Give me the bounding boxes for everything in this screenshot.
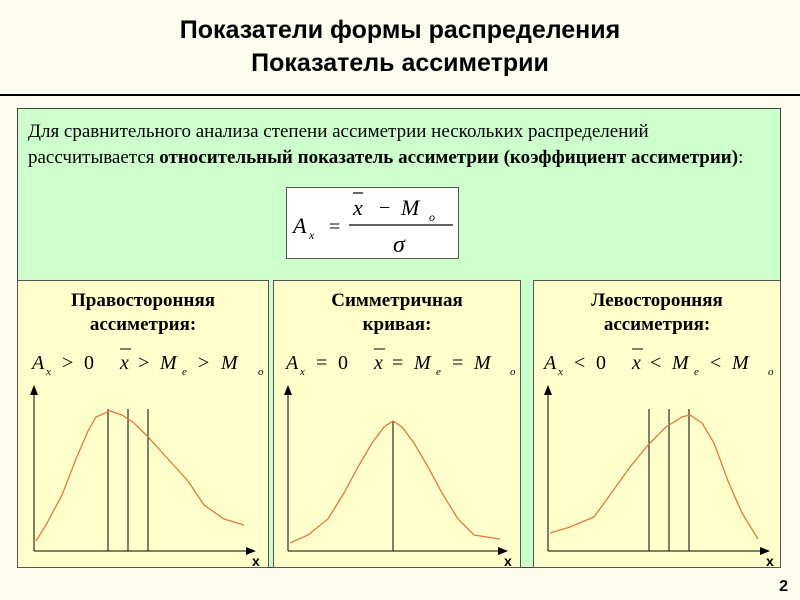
panel-title-line-2: кривая: <box>362 314 432 335</box>
cond-x: x <box>632 352 641 374</box>
panel-title-line-2: ассиметрия: <box>603 314 711 335</box>
formula-minus: − <box>379 197 391 219</box>
cond-me: M <box>414 352 431 374</box>
cond-x: x <box>120 352 129 374</box>
cond-zero: 0 <box>84 352 94 374</box>
cond-zero: 0 <box>338 352 348 374</box>
condition-formula <box>30 349 264 378</box>
formula-num-m-sub: o <box>429 210 435 224</box>
panel-title-line-1: Правосторонняя <box>70 290 215 311</box>
panel-symmetric <box>273 280 521 568</box>
distribution-curve <box>290 421 500 543</box>
panel-chart <box>18 281 270 569</box>
cond-me-sub: e <box>182 366 187 378</box>
panel-title-line-1: Симметричная <box>331 290 463 311</box>
panel-title-line-1: Левосторонняя <box>591 290 723 311</box>
cond-me: M <box>672 352 689 374</box>
x-axis-label: x <box>252 553 260 569</box>
formula-denominator: σ <box>393 232 405 258</box>
cond-rel3: < <box>710 352 722 374</box>
x-axis-label: x <box>766 553 774 569</box>
title-line-1: Показатели формы распределения <box>179 16 621 44</box>
cond-x: x <box>374 352 383 374</box>
intro-text <box>28 119 768 171</box>
cond-me: M <box>160 352 177 374</box>
page-number: 2 <box>779 578 788 595</box>
cond-a: A <box>544 352 557 374</box>
cond-rel1: < <box>574 352 586 374</box>
cond-me-sub: e <box>694 366 699 378</box>
formula-lhs: A <box>293 213 307 238</box>
cond-rel1: = <box>316 352 328 374</box>
intro-plain: Для сравнительного анализа степени ассиметрии нескольких распределений рассчитывается <box>28 121 649 168</box>
formula-svg <box>287 188 460 260</box>
panel-right-skew <box>17 280 269 568</box>
cond-rel1: > <box>62 352 74 374</box>
formula-num-x: x <box>353 195 363 220</box>
cond-a-sub: x <box>46 366 51 378</box>
panel-left-skew <box>533 280 781 568</box>
cond-rel2: > <box>138 352 150 374</box>
asymmetry-formula <box>286 187 459 259</box>
panel-title-line-2: ассиметрия: <box>89 314 197 335</box>
formula-equals: = <box>329 216 341 238</box>
cond-mo-sub: o <box>768 366 774 378</box>
y-axis-arrow <box>30 385 38 395</box>
formula-lhs-sub: x <box>309 228 315 242</box>
cond-mo-sub: o <box>510 366 516 378</box>
cond-rel3: = <box>452 352 464 374</box>
formula-num-m: M <box>401 195 420 220</box>
cond-a-sub: x <box>300 366 305 378</box>
distribution-curve <box>550 415 758 539</box>
title-line-2: Показатель ассиметрии <box>251 49 549 77</box>
y-axis-arrow <box>284 385 292 395</box>
cond-mo: M <box>221 352 238 374</box>
cond-me-sub: e <box>436 366 441 378</box>
x-axis-label: x <box>504 553 512 569</box>
y-axis-arrow <box>544 385 552 395</box>
intro-colon: : <box>738 147 744 168</box>
cond-rel3: > <box>198 352 210 374</box>
cond-zero: 0 <box>596 352 606 374</box>
condition-formula <box>284 349 516 378</box>
intro-bold: относительный показатель ассиметрии (коэффициент ассиметрии) <box>159 147 739 168</box>
cond-mo: M <box>732 352 749 374</box>
slide-title <box>0 14 800 80</box>
cond-mo-sub: o <box>258 366 264 378</box>
cond-a-sub: x <box>558 366 563 378</box>
cond-a: A <box>32 352 45 374</box>
cond-rel2: = <box>392 352 404 374</box>
distribution-curve <box>36 411 244 541</box>
title-divider <box>0 94 800 96</box>
cond-a: A <box>286 352 299 374</box>
panel-chart <box>534 281 782 569</box>
panel-chart <box>274 281 522 569</box>
cond-mo: M <box>474 352 491 374</box>
cond-rel2: < <box>650 352 662 374</box>
condition-formula <box>542 349 774 378</box>
